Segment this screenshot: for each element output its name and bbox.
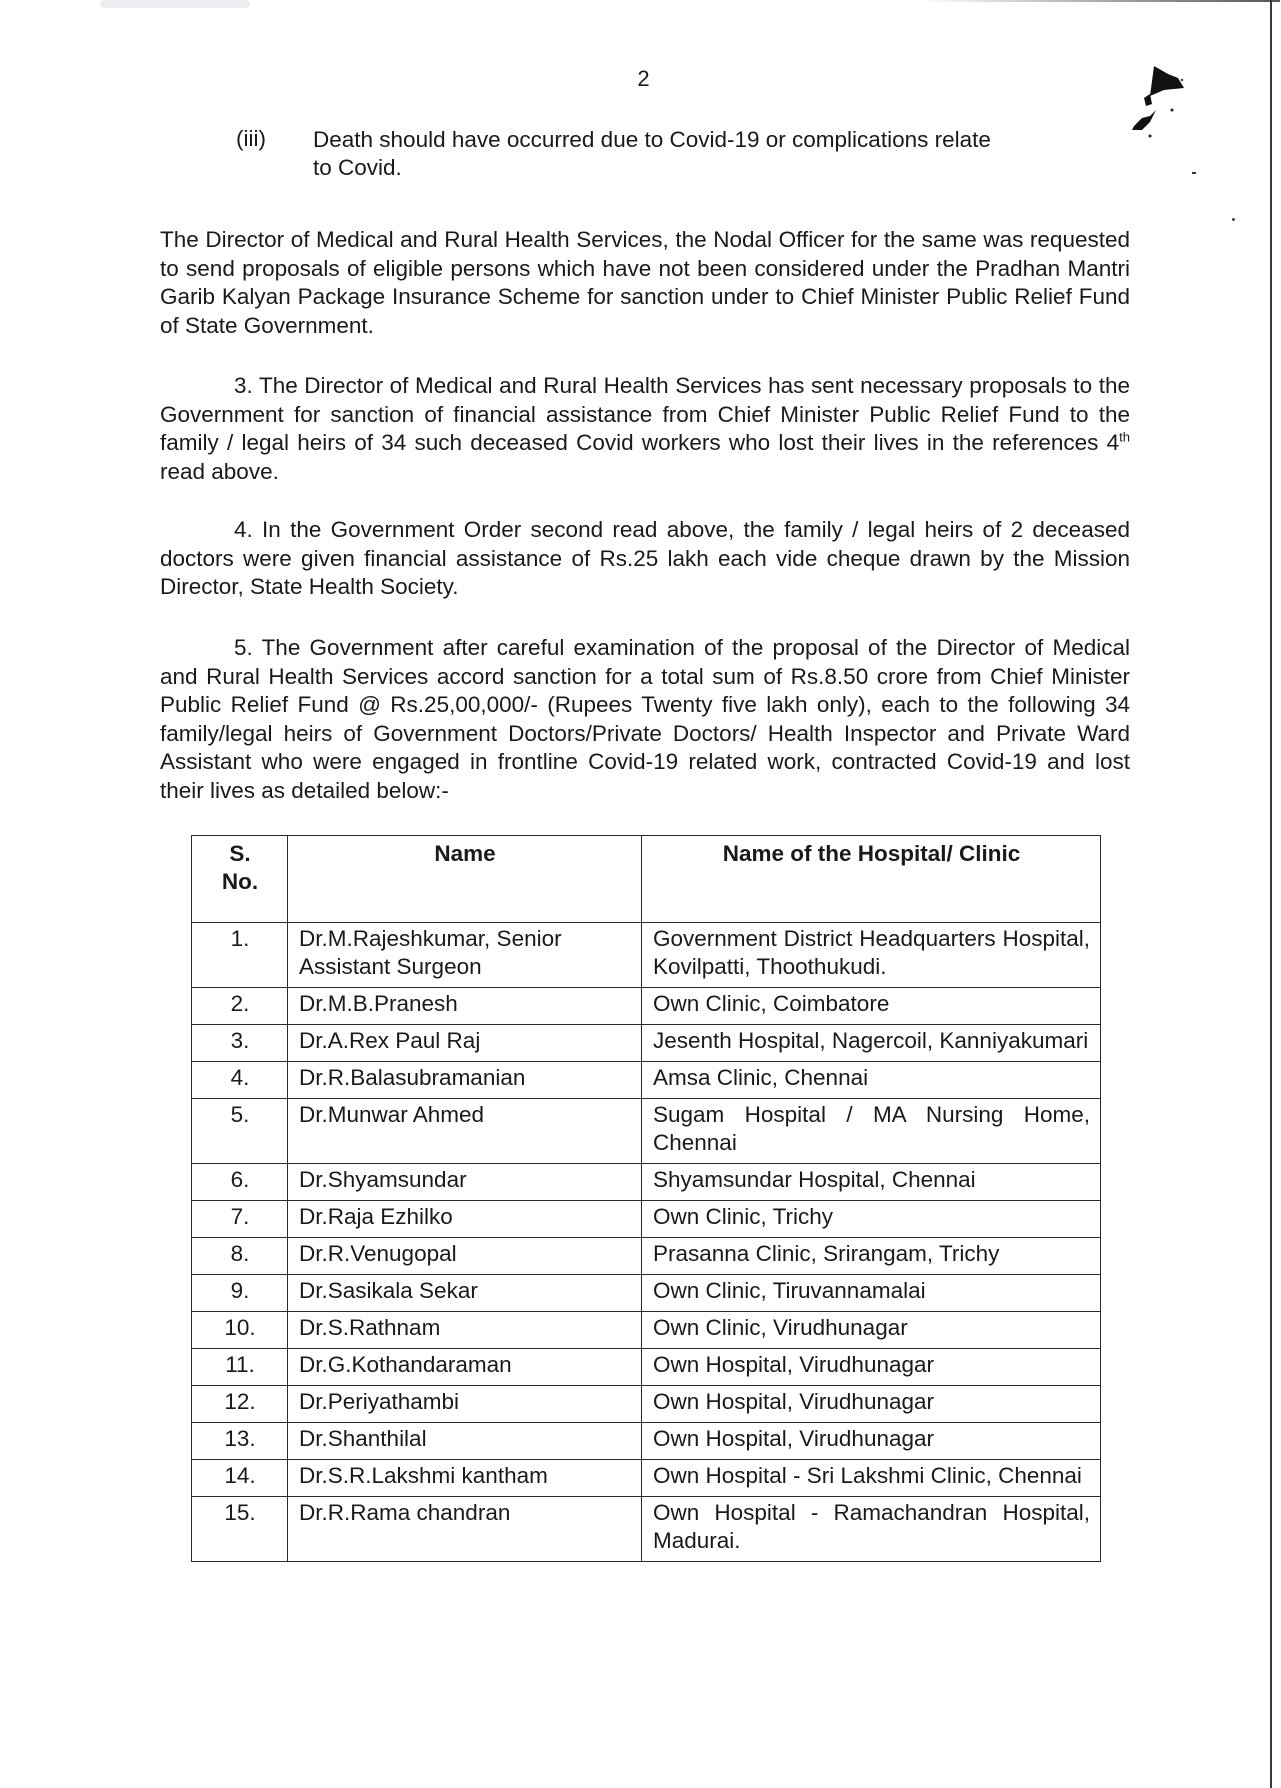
paragraph-4 bbox=[160, 516, 1130, 602]
scan-smudge bbox=[100, 0, 250, 8]
condition-text bbox=[313, 126, 1143, 182]
paragraph-3-text: 3. The Director of Medical and Rural Health Services has sent necessary proposals to the Government for sanction of financial assistance from Chief Minister Public Relief Fund to the family / legal heirs of 34 such deceased Covid workers who lost their lives in the references 4 bbox=[160, 373, 1130, 455]
name-cell: Dr.Munwar Ahmed bbox=[288, 1099, 642, 1164]
table-row bbox=[192, 1099, 1101, 1164]
table-body bbox=[192, 923, 1101, 1562]
table-header-row bbox=[192, 836, 1101, 923]
table-row bbox=[192, 923, 1101, 988]
name-cell: Dr.Raja Ezhilko bbox=[288, 1201, 642, 1238]
table-row bbox=[192, 1460, 1101, 1497]
speck bbox=[1232, 218, 1235, 221]
scan-right-edge bbox=[1270, 0, 1272, 1788]
name-cell: Dr.R.Rama chandran bbox=[288, 1497, 642, 1562]
serial-number-cell: 13. bbox=[192, 1423, 288, 1460]
serial-number-cell: 1. bbox=[192, 923, 288, 988]
serial-number-cell: 6. bbox=[192, 1164, 288, 1201]
table-row bbox=[192, 1062, 1101, 1099]
serial-number-cell: 4. bbox=[192, 1062, 288, 1099]
hospital-cell: Own Hospital - Sri Lakshmi Clinic, Chennai bbox=[642, 1460, 1101, 1497]
hospital-cell: Own Clinic, Coimbatore bbox=[642, 988, 1101, 1025]
serial-number-cell: 5. bbox=[192, 1099, 288, 1164]
name-cell: Dr.Shyamsundar bbox=[288, 1164, 642, 1201]
name-cell: Dr.A.Rex Paul Raj bbox=[288, 1025, 642, 1062]
name-cell: Dr.S.R.Lakshmi kantham bbox=[288, 1460, 642, 1497]
header-serial-line-2: No. bbox=[221, 869, 259, 894]
table-row bbox=[192, 1497, 1101, 1562]
serial-number-cell: 7. bbox=[192, 1201, 288, 1238]
paragraph-3 bbox=[160, 372, 1130, 486]
condition-line-2: to Covid. bbox=[313, 155, 402, 180]
serial-number-cell: 14. bbox=[192, 1460, 288, 1497]
paragraph-3-superscript: th bbox=[1119, 429, 1130, 445]
hospital-cell: Own Hospital, Virudhunagar bbox=[642, 1386, 1101, 1423]
speck bbox=[1192, 172, 1196, 174]
hospital-cell: Own Hospital - Ramachandran Hospital, Madurai. bbox=[642, 1497, 1101, 1562]
table-row bbox=[192, 1386, 1101, 1423]
paragraph-5 bbox=[160, 634, 1130, 805]
condition-marker: (iii) bbox=[236, 126, 266, 151]
header-serial-number bbox=[192, 836, 288, 923]
header-hospital: Name of the Hospital/ Clinic bbox=[642, 836, 1101, 923]
hospital-cell: Own Clinic, Trichy bbox=[642, 1201, 1101, 1238]
paragraph-4-text: 4. In the Government Order second read above, the family / legal heirs of 2 deceased doctors were given financial assistance of Rs.25 lakh each vide cheque drawn by the Mission Director, State Health Society. bbox=[160, 517, 1130, 599]
hospital-cell: Prasanna Clinic, Srirangam, Trichy bbox=[642, 1238, 1101, 1275]
paragraph-3-tail: read above. bbox=[160, 458, 279, 484]
hospital-cell: Own Clinic, Tiruvannamalai bbox=[642, 1275, 1101, 1312]
serial-number-cell: 11. bbox=[192, 1349, 288, 1386]
serial-number-cell: 10. bbox=[192, 1312, 288, 1349]
name-cell: Dr.R.Balasubramanian bbox=[288, 1062, 642, 1099]
table-row bbox=[192, 1312, 1101, 1349]
hospital-cell: Shyamsundar Hospital, Chennai bbox=[642, 1164, 1101, 1201]
name-cell: Dr.Shanthilal bbox=[288, 1423, 642, 1460]
hospital-cell: Amsa Clinic, Chennai bbox=[642, 1062, 1101, 1099]
table-row bbox=[192, 1275, 1101, 1312]
scan-top-edge bbox=[920, 0, 1280, 2]
name-cell: Dr.M.Rajeshkumar, Senior Assistant Surgeon bbox=[288, 923, 642, 988]
paragraph-nodal-officer: The Director of Medical and Rural Health Services, the Nodal Officer for the same was requested to send proposals of eligible persons which have not been considered under the Pradhan Mantri Garib Kalyan Package Insurance Scheme for sanction under to Chief Minister Public Relief Fund of State Government. bbox=[160, 227, 1130, 338]
table-row bbox=[192, 988, 1101, 1025]
name-cell: Dr.Sasikala Sekar bbox=[288, 1275, 642, 1312]
hospital-cell: Sugam Hospital / MA Nursing Home, Chennai bbox=[642, 1099, 1101, 1164]
table-row bbox=[192, 1201, 1101, 1238]
name-cell: Dr.M.B.Pranesh bbox=[288, 988, 642, 1025]
beneficiaries-table bbox=[191, 835, 1101, 1562]
table-row bbox=[192, 1025, 1101, 1062]
hospital-cell: Jesenth Hospital, Nagercoil, Kanniyakumari bbox=[642, 1025, 1101, 1062]
serial-number-cell: 9. bbox=[192, 1275, 288, 1312]
name-cell: Dr.G.Kothandaraman bbox=[288, 1349, 642, 1386]
serial-number-cell: 15. bbox=[192, 1497, 288, 1562]
name-cell: Dr.R.Venugopal bbox=[288, 1238, 642, 1275]
table-row bbox=[192, 1349, 1101, 1386]
condition-line-1: Death should have occurred due to Covid-19 or complications relate bbox=[313, 127, 991, 152]
header-serial-line-1: S. bbox=[229, 841, 251, 866]
hospital-cell: Own Clinic, Virudhunagar bbox=[642, 1312, 1101, 1349]
name-cell: Dr.Periyathambi bbox=[288, 1386, 642, 1423]
serial-number-cell: 12. bbox=[192, 1386, 288, 1423]
serial-number-cell: 3. bbox=[192, 1025, 288, 1062]
name-cell: Dr.S.Rathnam bbox=[288, 1312, 642, 1349]
table-row bbox=[192, 1423, 1101, 1460]
table-row bbox=[192, 1238, 1101, 1275]
hospital-cell: Own Hospital, Virudhunagar bbox=[642, 1423, 1101, 1460]
serial-number-cell: 2. bbox=[192, 988, 288, 1025]
paragraph-5-text: 5. The Government after careful examination of the proposal of the Director of Medical and Rural Health Services accord sanction for a total sum of Rs.8.50 crore from Chief Minister Public Relief Fund @ Rs.25,00,000/- (Rupees Twenty five lakh only), each to the following 34 family/legal heirs of Government Doctors/Private Doctors/ Health Inspector and Private Ward Assistant who were engaged in frontline Covid-19 related work, contracted Covid-19 and lost their lives as detailed below:- bbox=[160, 635, 1130, 803]
table-row bbox=[192, 1164, 1101, 1201]
hospital-cell: Own Hospital, Virudhunagar bbox=[642, 1349, 1101, 1386]
header-name: Name bbox=[288, 836, 642, 923]
hospital-cell: Government District Headquarters Hospital, Kovilpatti, Thoothukudi. bbox=[642, 923, 1101, 988]
page-number: 2 bbox=[637, 66, 650, 91]
serial-number-cell: 8. bbox=[192, 1238, 288, 1275]
